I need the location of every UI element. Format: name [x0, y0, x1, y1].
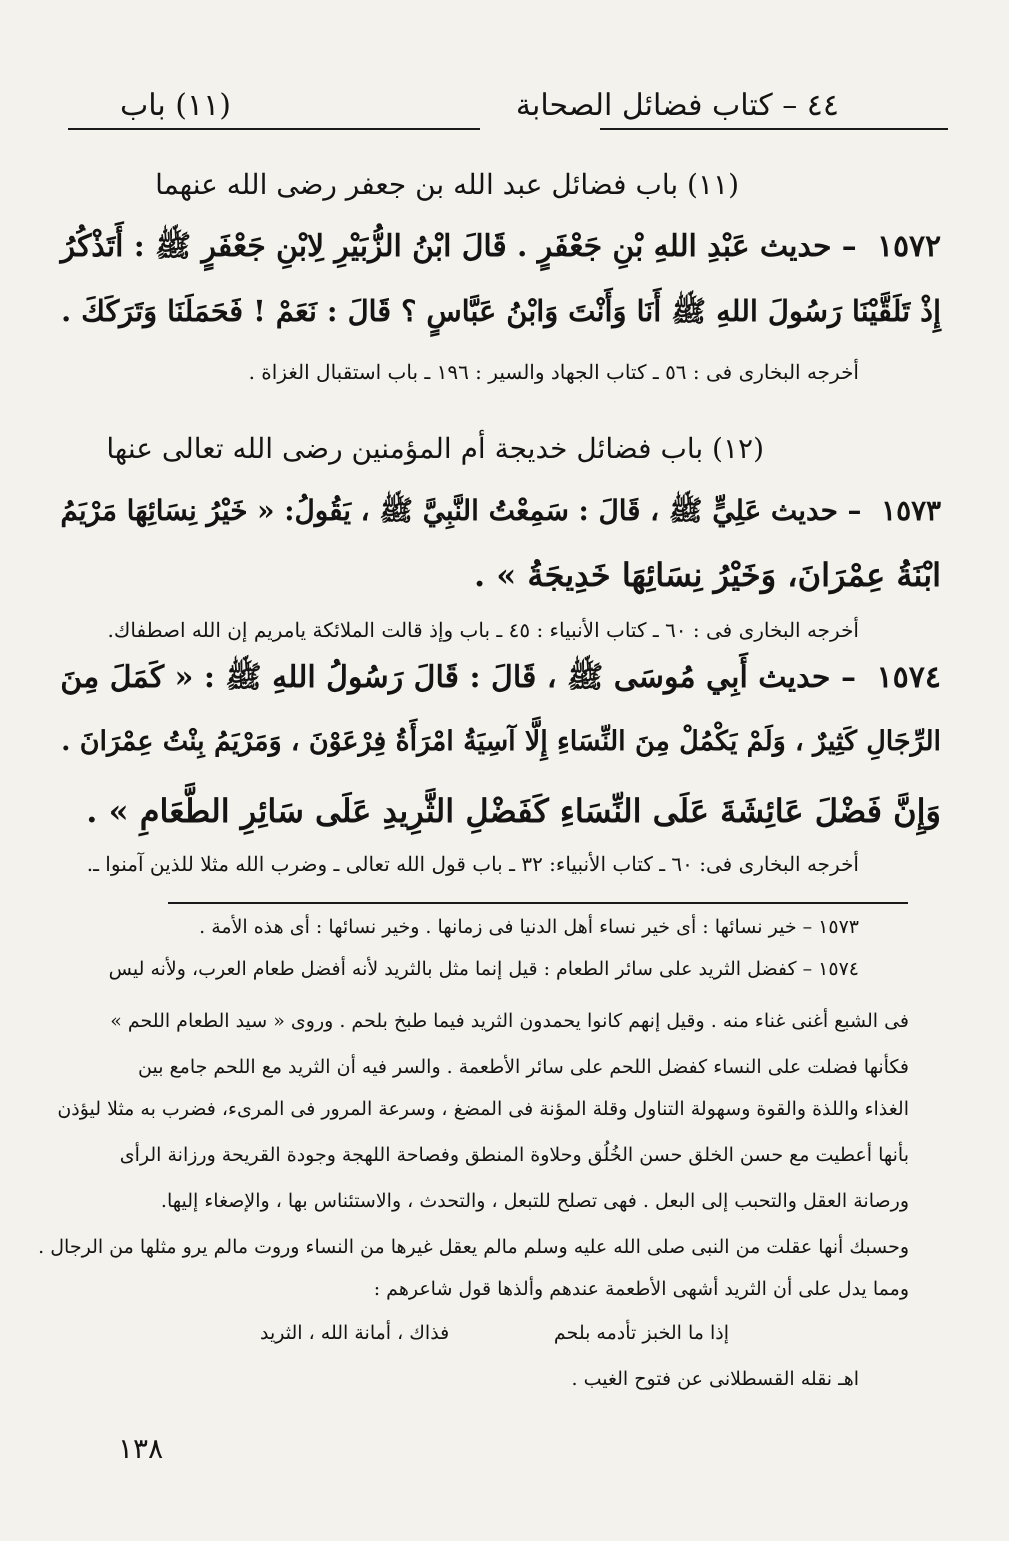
chapter-title-11: (١١) باب فضائل عبد الله بن جعفر رضى الله عنهما	[155, 168, 739, 201]
hadith-number: ١٥٧٢	[877, 229, 941, 264]
hadith-1573-line-2: ابْنَةُ عِمْرَانَ، وَخَيْرُ نِسَائِهَا خَدِيجَةُ » .	[473, 556, 941, 594]
footnote-line: الغذاء واللذة والقوة وسهولة التناول وقلة المؤنة فى المضغ ، وسرعة المرور فى المرىء، فضرب به مثلا ليؤذن	[57, 1098, 909, 1120]
footnote-line: ١٥٧٣ – خير نسائها : أى خير نساء أهل الدنيا فى زمانها . وخير نسائها : أى هذه الأمة .	[199, 916, 859, 938]
hadith-text: – حديث عَلِيٍّ ﷺ ، قَالَ : سَمِعْتُ النَّبِيَّ ﷺ ، يَقُولُ: « خَيْرُ نِسَائِهَا مَرْيَمُ	[60, 494, 862, 527]
footnote-rule	[168, 902, 908, 904]
hadith-text: – حديث أَبِي مُوسَى ﷺ ، قَالَ : قَالَ رَسُولُ اللهِ ﷺ : « كَمَلَ مِنَ	[60, 660, 856, 695]
hadith-number: ١٥٧٤	[876, 660, 941, 695]
header-rule-gap	[480, 124, 600, 134]
hadith-1574-source: أخرجه البخارى فى: ٦٠ ـ كتاب الأنبياء: ٣٢ ـ باب قول الله تعالى ـ وضرب الله مثلا للذين آمنوا ـ.	[86, 852, 859, 876]
running-header-chapter: (١١) باب	[120, 88, 231, 123]
hadith-1572-source: أخرجه البخارى فى : ٥٦ ـ كتاب الجهاد والسير : ١٩٦ ـ باب استقبال الغزاة .	[248, 360, 859, 384]
hadith-number: ١٥٧٣	[881, 494, 941, 527]
hadith-1574-line-2: الرِّجَالِ كَثِيرٌ ، وَلَمْ يَكْمُلْ مِنَ النِّسَاءِ إِلَّا آسِيَةُ امْرَأَةُ فِرْعَوْنَ ، وَمَرْيَمُ بِنْتُ عِمْرَانَ .	[61, 726, 941, 757]
attribution: اهـ نقله القسطلانى عن فتوح الغيب .	[571, 1368, 859, 1390]
chapter-title-12: (١٢) باب فضائل خديجة أم المؤمنين رضى الله تعالى عنها	[106, 432, 764, 465]
verse-first-hemistich: إذا ما الخبز تأدمه بلحم	[553, 1322, 729, 1344]
hadith-text: – حديث عَبْدِ اللهِ بْنِ جَعْفَرٍ . قَالَ ابْنُ الزُّبَيْرِ لِابْنِ جَعْفَرٍ ﷺ : أَتَذْكُرُ	[60, 229, 857, 264]
footnote-line: ورصانة العقل والتحبب إلى البعل . فهى تصلح للتبعل ، والتحدث ، والاستئناس بها ، والإصغاء إليها.	[160, 1190, 909, 1212]
verse-second-hemistich: فذاك ، أمانة الله ، الثريد	[260, 1322, 450, 1344]
running-header-book-title: ٤٤ – كتاب فضائل الصحابة	[515, 88, 839, 123]
page-number: ١٣٨	[118, 1432, 164, 1465]
footnote-line: بأنها أعطيت مع حسن الخلق حسن الخُلُق وحلاوة المنطق وفصاحة اللهجة وجودة القريحة ورزانة الرأى	[119, 1144, 909, 1166]
footnote-line: ومما يدل على أن الثريد أشهى الأطعمة عندهم وألذها قول شاعرهم :	[373, 1278, 909, 1300]
hadith-1572-line-2: إِذْ تَلَقَّيْنَا رَسُولَ اللهِ ﷺ أَنَا وَأَنْتَ وَابْنُ عَبَّاسٍ ؟ قَالَ : نَعَمْ ! فَحَمَلَنَا وَتَرَكَكَ .	[61, 294, 941, 328]
footnote-line: وحسبك أنها عقلت من النبى صلى الله عليه وسلم مالم يعقل غيرها من النساء وروت مالم يرو مثلها من الرجال .	[38, 1236, 909, 1258]
footnote-line: فى الشبع أغنى غناء منه . وقيل إنهم كانوا يحمدون الثريد فيما طبخ بلحم . وروى « سيد الطعام اللحم »	[110, 1010, 909, 1032]
hadith-1574-line-1	[60, 660, 941, 703]
footnote-line: فكأنها فضلت على النساء كفضل اللحم على سائر الأطعمة . والسر فيه أن الثريد مع اللحم جامع بين	[138, 1056, 909, 1078]
hadith-1573-line-1	[60, 494, 941, 534]
hadith-1573-source: أخرجه البخارى فى : ٦٠ ـ كتاب الأنبياء : ٤٥ ـ باب وإذ قالت الملائكة يامريم إن الله اصطفاك.	[107, 618, 859, 642]
footnote-line: ١٥٧٤ – كفضل الثريد على سائر الطعام : قيل إنما مثل بالثريد لأنه أفضل طعام العرب، ولأنه ليس	[108, 958, 859, 980]
hadith-1574-line-3: وَإِنَّ فَضْلَ عَائِشَةَ عَلَى النِّسَاءِ كَفَضْلِ الثَّرِيدِ عَلَى سَائِرِ الطَّعَامِ » .	[86, 792, 941, 830]
hadith-1572-line-1	[61, 228, 941, 271]
